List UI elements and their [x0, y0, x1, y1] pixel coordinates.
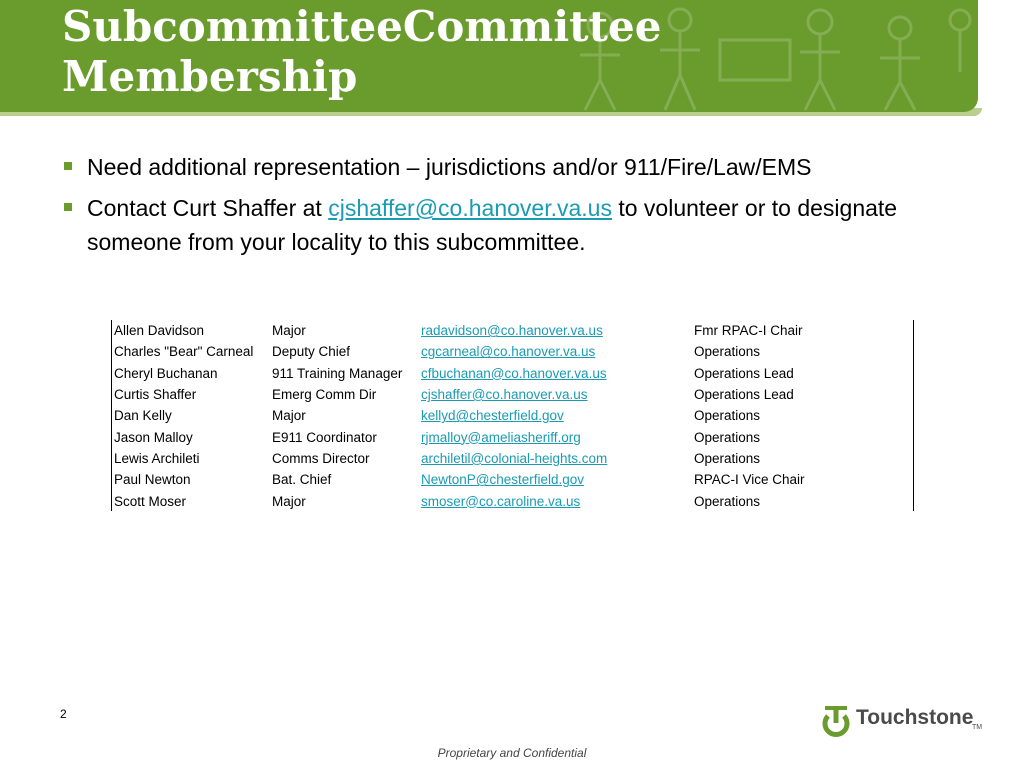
member-name-cell: Lewis Archileti [114, 450, 200, 466]
table-row [112, 363, 894, 384]
member-role-cell: Operations Lead [694, 387, 794, 403]
bullet-text-pre: Contact Curt Shaffer at [87, 195, 329, 221]
bullet-item [62, 191, 962, 259]
member-title-cell: Comms Director [272, 450, 370, 466]
member-email-link[interactable]: NewtonP@chesterfield.gov [421, 472, 585, 488]
member-email-link[interactable]: radavidson@co.hanover.va.us [421, 323, 603, 339]
member-title-cell: Emerg Comm Dir [272, 387, 377, 403]
member-name-cell: Cheryl Buchanan [114, 365, 218, 381]
table-row [112, 469, 894, 490]
title-line-1: SubcommitteeCommittee [62, 2, 662, 51]
square-bullet-icon [64, 162, 72, 170]
trademark-mark: TM [972, 724, 983, 731]
bullet-item [62, 150, 962, 184]
power-icon [820, 704, 852, 742]
title-banner [0, 0, 978, 112]
table-row [112, 426, 894, 447]
member-role-cell: Operations Lead [694, 365, 794, 381]
member-email-link[interactable]: cjshaffer@co.hanover.va.us [421, 387, 588, 403]
member-title-cell: Major [272, 493, 306, 509]
member-title-cell: Bat. Chief [272, 472, 332, 488]
member-email-cell [419, 426, 692, 447]
member-name-cell: Scott Moser [114, 493, 187, 509]
page-title [62, 2, 661, 102]
member-email-cell [419, 363, 692, 384]
page-number: 2 [60, 707, 67, 721]
member-email-link[interactable]: kellyd@chesterfield.gov [421, 408, 564, 424]
logo-text: Touchstone [856, 706, 974, 729]
member-title-cell: E911 Coordinator [272, 429, 377, 445]
member-title-cell: Major [272, 323, 306, 339]
member-email-cell [419, 490, 692, 511]
member-email-cell [419, 320, 692, 341]
member-email-cell [419, 341, 692, 362]
member-name-cell: Jason Malloy [114, 429, 193, 445]
member-role-cell: Operations [694, 493, 761, 509]
member-role-cell: Operations [694, 450, 761, 466]
member-email-link[interactable]: smoser@co.caroline.va.us [421, 493, 581, 509]
member-email-link[interactable]: rjmalloy@ameliasheriff.org [421, 429, 581, 445]
bullet-text: Need additional representation – jurisdictions and/or 911/Fire/Law/EMS [87, 154, 812, 180]
square-bullet-icon [64, 203, 72, 211]
member-email-link[interactable]: archiletil@colonial-heights.com [421, 450, 608, 466]
member-email-cell [419, 469, 692, 490]
member-name-cell: Paul Newton [114, 472, 191, 488]
member-email-cell [419, 448, 692, 469]
member-name-cell: Charles "Bear" Carneal [114, 344, 254, 360]
member-title-cell: 911 Training Manager [272, 365, 403, 381]
member-role-cell: Fmr RPAC-I Chair [694, 323, 803, 339]
member-name-cell: Dan Kelly [114, 408, 172, 424]
table-row [112, 490, 894, 511]
table-row [112, 405, 894, 426]
bullet-list [62, 150, 962, 266]
member-role-cell: Operations [694, 344, 761, 360]
footer-confidential: Proprietary and Confidential [437, 746, 587, 760]
member-email-link[interactable]: cgcarneal@co.hanover.va.us [421, 344, 596, 360]
bullet-text-post: to volunteer or to designate someone from your locality to this subcommittee. [87, 195, 898, 255]
touchstone-logo [820, 702, 990, 742]
member-email-link[interactable]: cfbuchanan@co.hanover.va.us [421, 365, 607, 381]
member-title-cell: Major [272, 408, 306, 424]
table-row [112, 341, 894, 362]
member-role-cell: Operations [694, 408, 761, 424]
table-row [112, 448, 894, 469]
table-row [112, 320, 894, 341]
member-role-cell: Operations [694, 429, 761, 445]
member-email-cell [419, 405, 692, 426]
table-row [112, 384, 894, 405]
member-email-cell [419, 384, 692, 405]
member-name-cell: Allen Davidson [114, 323, 205, 339]
title-line-2: Membership [62, 52, 358, 101]
membership-table [112, 320, 894, 512]
member-role-cell: RPAC-I Vice Chair [694, 472, 805, 488]
member-title-cell: Deputy Chief [272, 344, 351, 360]
membership-table-frame [111, 320, 914, 511]
member-name-cell: Curtis Shaffer [114, 387, 197, 403]
contact-email-link[interactable]: cjshaffer@co.hanover.va.us [328, 195, 612, 221]
